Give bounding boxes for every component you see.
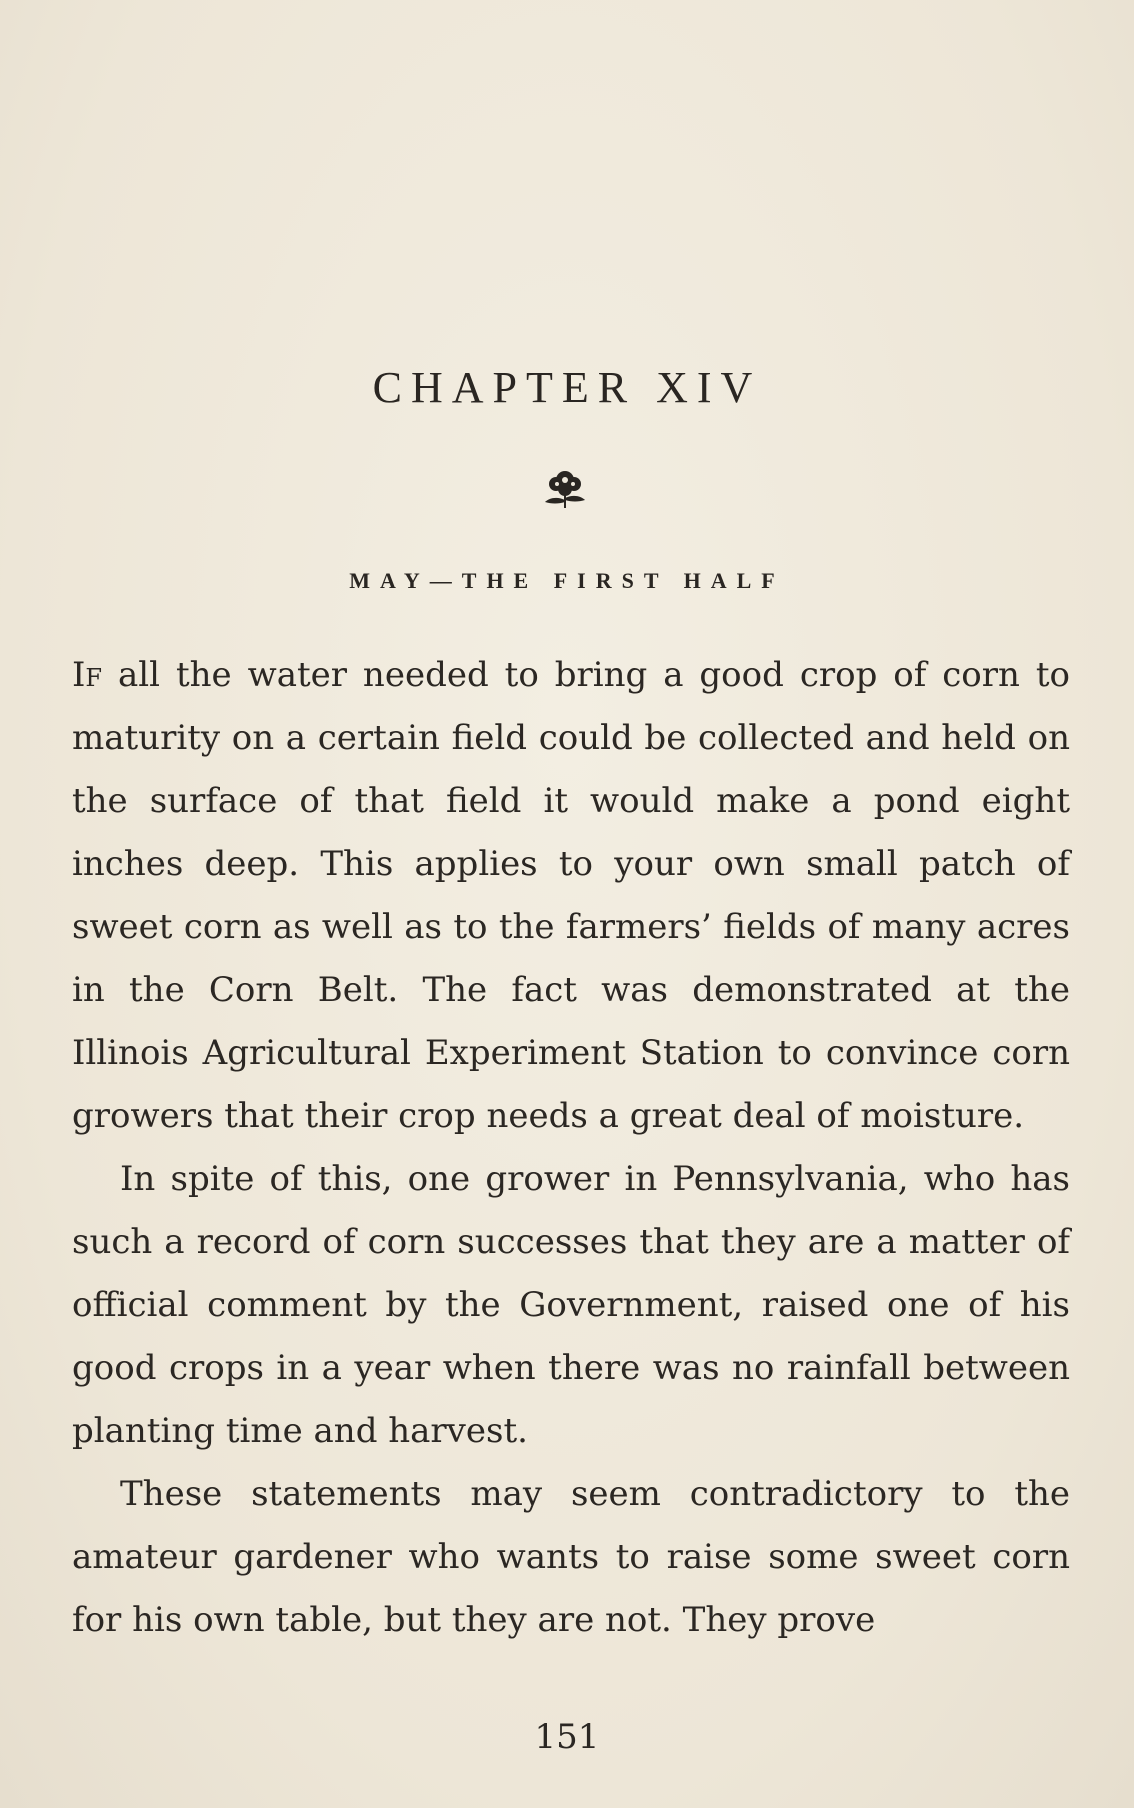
body-text bbox=[72, 644, 1070, 1652]
chapter-subtitle: MAY—THE FIRST HALF bbox=[349, 568, 785, 593]
paragraph-1 bbox=[72, 644, 1070, 1148]
paragraph-lead-word: If bbox=[72, 655, 103, 695]
paragraph-3: These statements may seem contradictory to the amateur gardener who wants to raise some sweet corn for his own table, but they are not. They prove bbox=[72, 1474, 1070, 1640]
flower-ornament-icon bbox=[539, 462, 591, 514]
page-number: 151 bbox=[534, 1717, 600, 1757]
paragraph-1-text: all the water needed to bring a good crop of corn to maturity on a certain field could be collected and held on the surface of that field it would make a pond eight inches deep. This applies to your own small patch of sweet corn as well as to the farmers’ fields of many acres in the Corn Belt. The fact was demonstrated at the Illinois Agricultural Experiment Station to convince corn growers that their crop needs a great deal of moisture. bbox=[72, 655, 1070, 1136]
chapter-title: CHAPTER XIV bbox=[372, 363, 762, 412]
paragraph-2: In spite of this, one grower in Pennsylvania, who has such a record of corn successes that they are a matter of official comment by the Government, raised one of his good crops in a year when there was no rainfall between planting time and harvest. bbox=[72, 1159, 1070, 1451]
